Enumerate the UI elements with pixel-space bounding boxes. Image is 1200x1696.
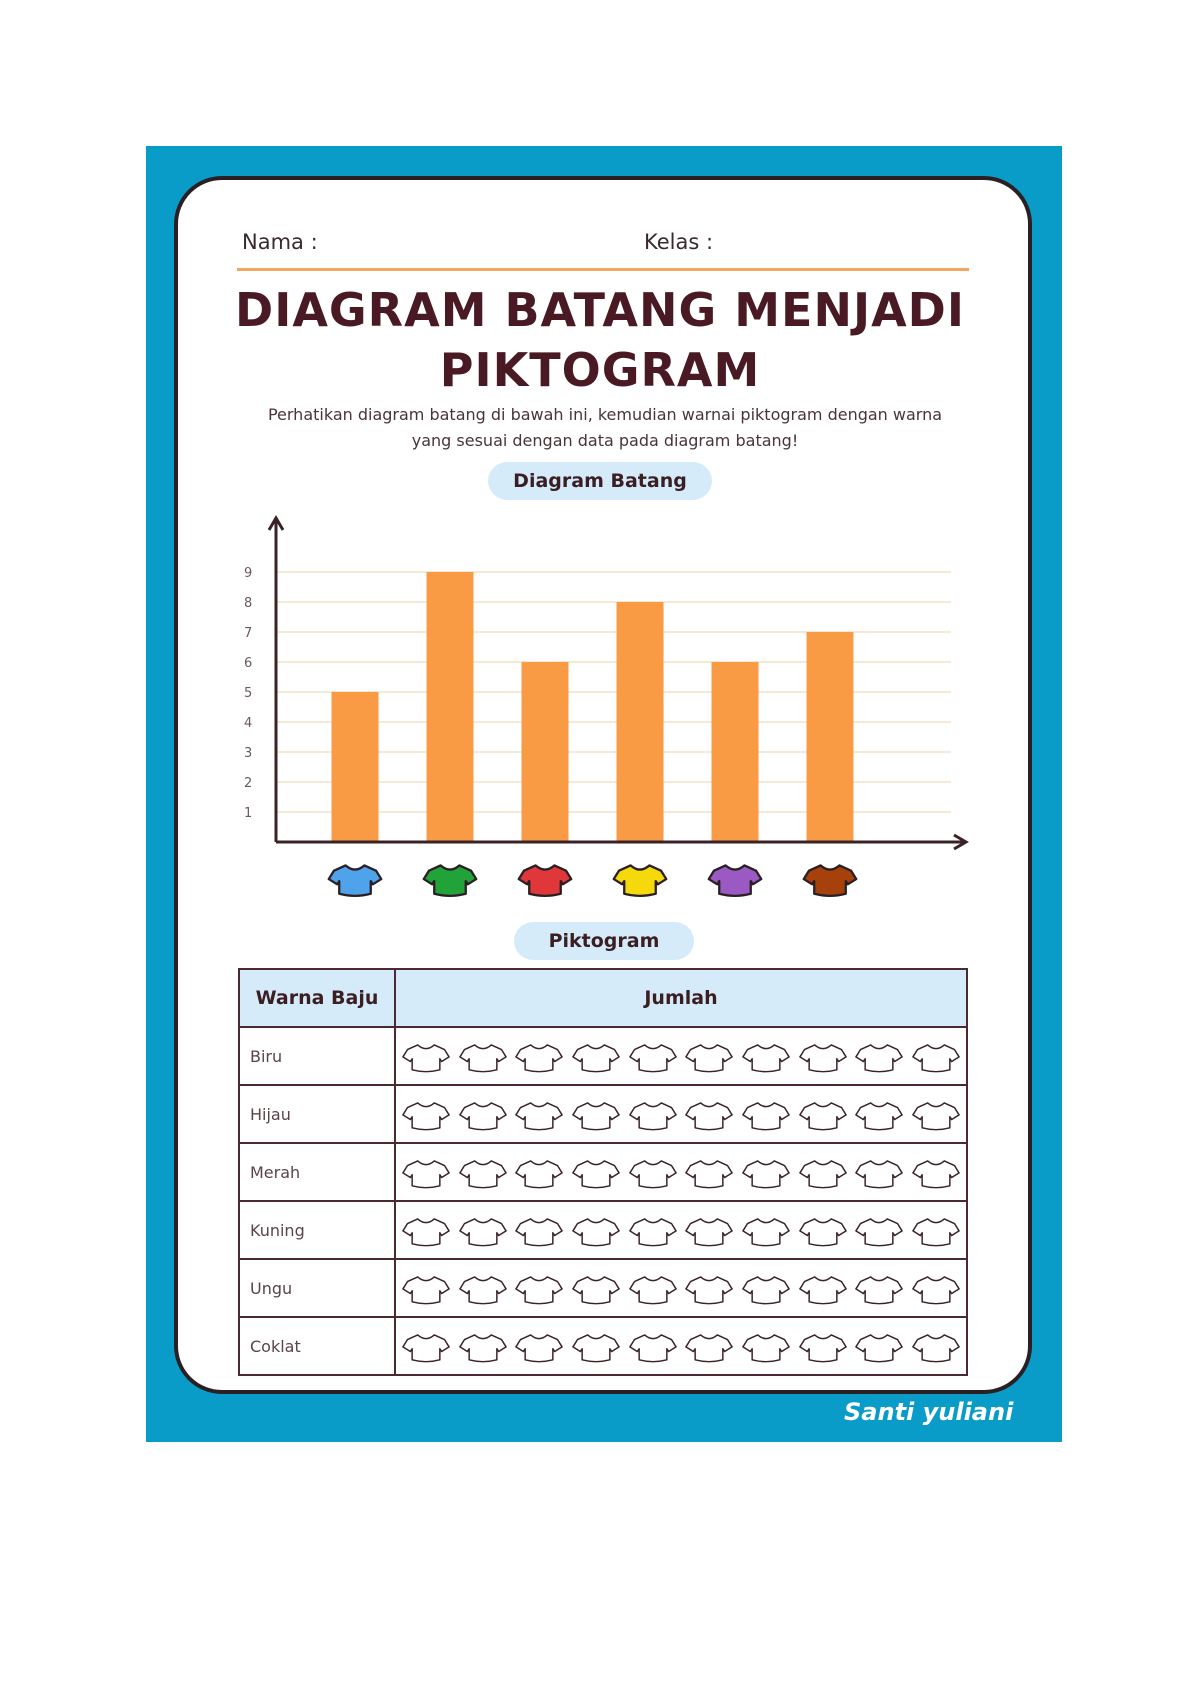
y-tick-label: 9 [244, 566, 253, 581]
row-color-name: Biru [239, 1027, 395, 1085]
bar-chart-label: Diagram Batang [488, 462, 712, 500]
tshirt-outline-icon[interactable] [855, 1092, 903, 1136]
tshirt-outline-icon[interactable] [572, 1092, 620, 1136]
instruction-line-1: Perhatikan diagram batang di bawah ini, kemudian warnai piktogram dengan warna [267, 405, 943, 424]
tshirt-icon [329, 865, 382, 895]
tshirt-outline-icon[interactable] [799, 1092, 847, 1136]
tshirt-outline-icon[interactable] [685, 1324, 733, 1368]
tshirt-outline-icon[interactable] [572, 1324, 620, 1368]
tshirt-icon [804, 865, 857, 895]
tshirt-outline-icon[interactable] [685, 1034, 733, 1078]
tshirt-outline-icon[interactable] [572, 1034, 620, 1078]
header-warna-baju: Warna Baju [239, 969, 395, 1027]
title-line-2: PIKTOGRAM [439, 343, 761, 397]
tshirt-outline-icon[interactable] [742, 1034, 790, 1078]
page-title [0, 280, 1200, 400]
bar [427, 572, 474, 842]
instruction-line-2: yang sesuai dengan data pada diagram batang! [411, 431, 799, 450]
tshirt-outline-icon[interactable] [459, 1150, 507, 1194]
tshirt-outline-icon[interactable] [799, 1266, 847, 1310]
tshirt-outline-icon[interactable] [515, 1092, 563, 1136]
row-shirt-icons [395, 1085, 967, 1143]
tshirt-outline-icon[interactable] [629, 1266, 677, 1310]
tshirt-outline-icon[interactable] [515, 1150, 563, 1194]
tshirt-outline-icon[interactable] [515, 1266, 563, 1310]
tshirt-outline-icon[interactable] [572, 1208, 620, 1252]
bar [522, 662, 569, 842]
tshirt-outline-icon[interactable] [799, 1324, 847, 1368]
header-jumlah: Jumlah [395, 969, 967, 1027]
row-color-name: Coklat [239, 1317, 395, 1375]
y-tick-label: 2 [244, 776, 253, 791]
table-row [239, 1085, 967, 1143]
tshirt-outline-icon[interactable] [572, 1266, 620, 1310]
tshirt-outline-icon[interactable] [912, 1092, 960, 1136]
tshirt-outline-icon[interactable] [799, 1034, 847, 1078]
class-field-label: Kelas : [644, 230, 714, 254]
tshirt-outline-icon[interactable] [742, 1092, 790, 1136]
tshirt-outline-icon[interactable] [685, 1266, 733, 1310]
tshirt-outline-icon[interactable] [629, 1324, 677, 1368]
tshirt-outline-icon[interactable] [402, 1150, 450, 1194]
pictogram-table [238, 968, 968, 1376]
row-shirt-icons [395, 1259, 967, 1317]
table-row [239, 1027, 967, 1085]
tshirt-outline-icon[interactable] [402, 1208, 450, 1252]
tshirt-outline-icon[interactable] [742, 1266, 790, 1310]
row-color-name: Kuning [239, 1201, 395, 1259]
row-shirt-icons [395, 1201, 967, 1259]
tshirt-outline-icon[interactable] [402, 1324, 450, 1368]
y-tick-label: 3 [244, 746, 253, 761]
tshirt-outline-icon[interactable] [459, 1266, 507, 1310]
tshirt-icon [709, 865, 762, 895]
bar [712, 662, 759, 842]
row-shirt-icons [395, 1317, 967, 1375]
tshirt-outline-icon[interactable] [799, 1150, 847, 1194]
y-tick-label: 7 [244, 626, 253, 641]
tshirt-outline-icon[interactable] [912, 1034, 960, 1078]
tshirt-outline-icon[interactable] [459, 1092, 507, 1136]
name-field-label: Nama : [242, 230, 318, 254]
tshirt-outline-icon[interactable] [855, 1266, 903, 1310]
y-tick-label: 8 [244, 596, 253, 611]
tshirt-outline-icon[interactable] [629, 1208, 677, 1252]
tshirt-outline-icon[interactable] [515, 1034, 563, 1078]
tshirt-outline-icon[interactable] [912, 1208, 960, 1252]
row-color-name: Ungu [239, 1259, 395, 1317]
tshirt-outline-icon[interactable] [515, 1208, 563, 1252]
tshirt-outline-icon[interactable] [742, 1150, 790, 1194]
tshirt-outline-icon[interactable] [459, 1034, 507, 1078]
tshirt-outline-icon[interactable] [855, 1208, 903, 1252]
bar-chart [236, 500, 976, 920]
row-color-name: Hijau [239, 1085, 395, 1143]
tshirt-outline-icon[interactable] [742, 1324, 790, 1368]
tshirt-outline-icon[interactable] [685, 1150, 733, 1194]
title-line-1: DIAGRAM BATANG MENJADI [235, 283, 965, 337]
y-tick-label: 6 [244, 656, 253, 671]
tshirt-outline-icon[interactable] [629, 1150, 677, 1194]
tshirt-outline-icon[interactable] [629, 1092, 677, 1136]
tshirt-outline-icon[interactable] [402, 1092, 450, 1136]
y-tick-label: 4 [244, 716, 253, 731]
tshirt-icon [519, 865, 572, 895]
bar [807, 632, 854, 842]
tshirt-outline-icon[interactable] [572, 1150, 620, 1194]
row-color-name: Merah [239, 1143, 395, 1201]
tshirt-outline-icon[interactable] [459, 1208, 507, 1252]
tshirt-outline-icon[interactable] [742, 1208, 790, 1252]
row-shirt-icons [395, 1143, 967, 1201]
tshirt-outline-icon[interactable] [912, 1150, 960, 1194]
instruction-text [250, 402, 960, 454]
tshirt-outline-icon[interactable] [402, 1034, 450, 1078]
tshirt-outline-icon[interactable] [855, 1324, 903, 1368]
pictogram-label: Piktogram [514, 922, 694, 960]
tshirt-outline-icon[interactable] [912, 1324, 960, 1368]
tshirt-outline-icon[interactable] [685, 1208, 733, 1252]
tshirt-outline-icon[interactable] [515, 1324, 563, 1368]
tshirt-outline-icon[interactable] [799, 1208, 847, 1252]
y-tick-label: 5 [244, 686, 253, 701]
tshirt-outline-icon[interactable] [855, 1150, 903, 1194]
header-divider [237, 268, 969, 271]
tshirt-outline-icon[interactable] [855, 1034, 903, 1078]
bar [332, 692, 379, 842]
table-row [239, 1201, 967, 1259]
tshirt-outline-icon[interactable] [459, 1324, 507, 1368]
tshirt-outline-icon[interactable] [629, 1034, 677, 1078]
tshirt-icon [614, 865, 667, 895]
row-shirt-icons [395, 1027, 967, 1085]
table-row [239, 1143, 967, 1201]
tshirt-outline-icon[interactable] [912, 1266, 960, 1310]
table-header-row [239, 969, 967, 1027]
y-tick-label: 1 [244, 806, 253, 821]
bar [617, 602, 664, 842]
tshirt-outline-icon[interactable] [402, 1266, 450, 1310]
author-signature: Santi yuliani [844, 1398, 1014, 1426]
tshirt-icon [424, 865, 477, 895]
table-row [239, 1259, 967, 1317]
table-row [239, 1317, 967, 1375]
tshirt-outline-icon[interactable] [685, 1092, 733, 1136]
